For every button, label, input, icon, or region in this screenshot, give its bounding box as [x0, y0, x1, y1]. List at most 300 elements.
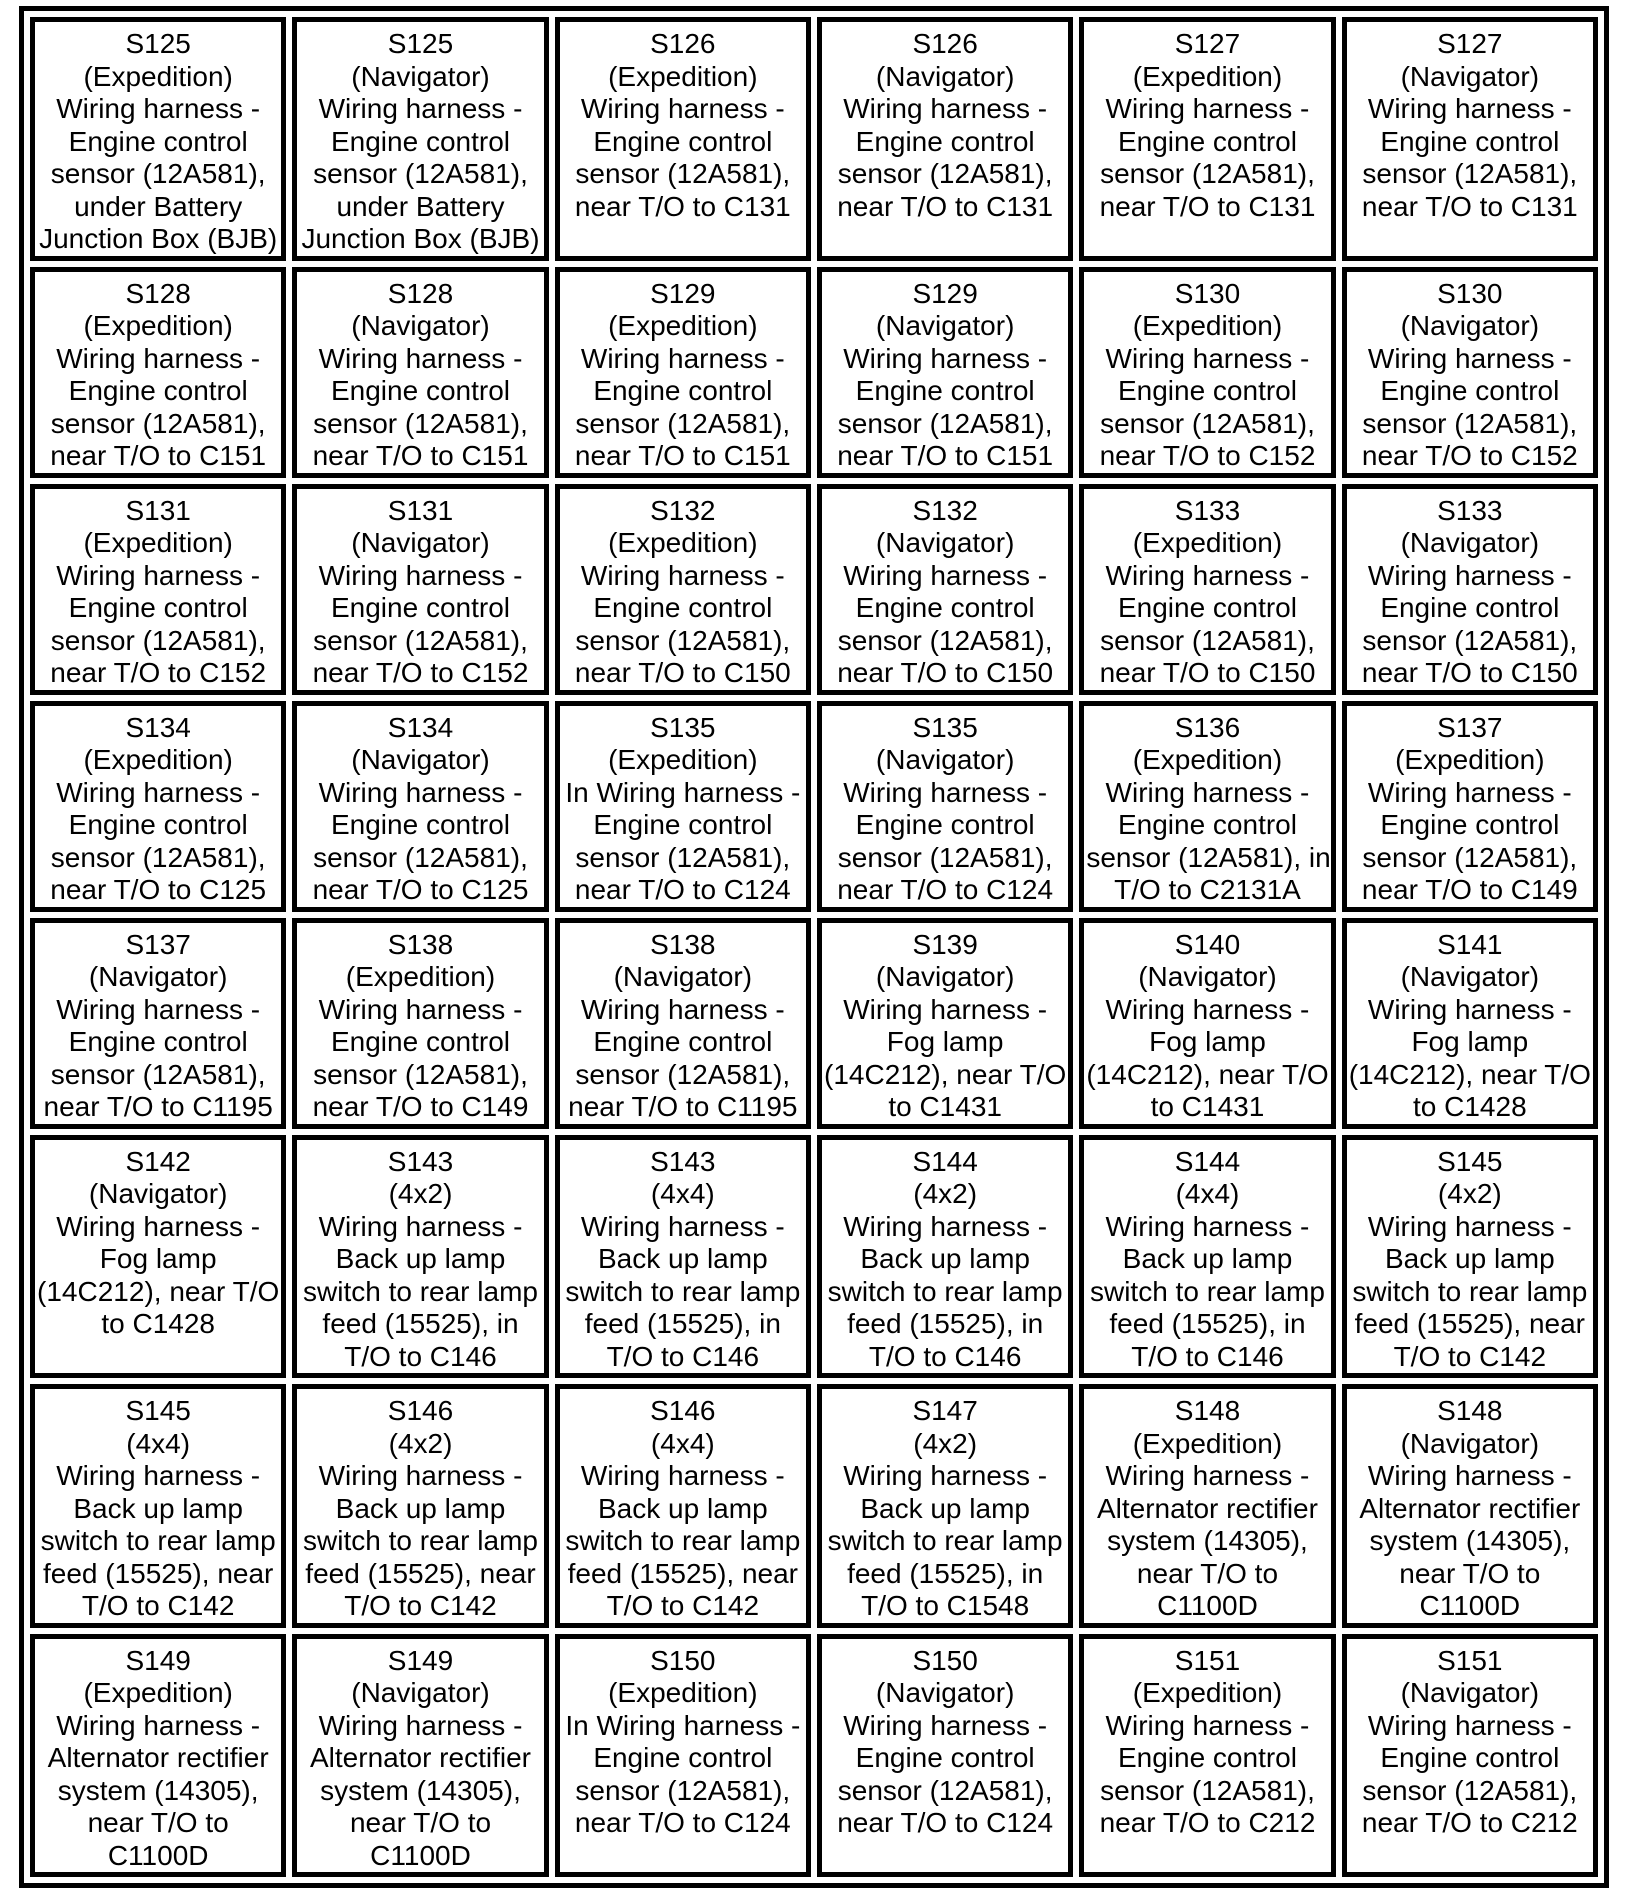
splice-description-line: (Navigator)	[875, 60, 1015, 92]
splice-description-line: switch to rear lamp	[827, 1275, 1063, 1307]
splice-description-line: near T/O to C124	[837, 1807, 1054, 1838]
splice-id: S150	[912, 1644, 978, 1676]
splice-description-line: feed (15525), in	[584, 1308, 781, 1339]
splice-id: S151	[1174, 1644, 1241, 1676]
splice-description-line: near T/O to C131	[1361, 190, 1578, 222]
splice-description-line: T/O to C142	[606, 1590, 760, 1621]
splice-cell	[817, 267, 1073, 478]
splice-description-line: Back up lamp	[860, 1492, 1030, 1524]
splice-description-line: Wiring harness -	[318, 93, 523, 124]
splice-description-line: Wiring harness -	[56, 1210, 261, 1242]
splice-description-line: switch to rear lamp	[303, 1525, 538, 1556]
splice-description-line: Engine control	[68, 1026, 248, 1057]
splice-id: S130	[1174, 277, 1241, 309]
splice-description-line: near T/O to C151	[837, 440, 1054, 471]
splice-description-line: Wiring harness -	[1105, 776, 1310, 808]
splice-description-line: (4x4)	[126, 1427, 191, 1459]
splice-description-line: Back up lamp	[335, 1492, 506, 1524]
splice-description-line: sensor (12A581),	[575, 407, 791, 439]
splice-description-line: sensor (12A581),	[50, 841, 266, 873]
splice-description-line: Wiring harness -	[1105, 993, 1310, 1025]
splice-cell	[292, 484, 548, 695]
splice-id: S146	[650, 1395, 716, 1426]
splice-description-line: Wiring harness -	[318, 993, 523, 1025]
splice-cell	[1342, 701, 1598, 912]
splice-description-line: (4x4)	[650, 1427, 715, 1459]
splice-description-line: (Expedition)	[1395, 744, 1545, 775]
splice-description-line: Back up lamp	[598, 1492, 768, 1524]
splice-description-line: Engine control	[1380, 375, 1560, 406]
splice-cell	[292, 1384, 548, 1628]
splice-id: S135	[650, 711, 716, 743]
splice-description-line: Back up lamp	[335, 1243, 506, 1274]
splice-description-line: (14C212), near T/O	[1086, 1058, 1329, 1090]
splice-description-line: (Navigator)	[613, 961, 753, 992]
splice-cell	[555, 1384, 811, 1628]
splice-description-line: C1100D	[370, 1839, 471, 1871]
splice-id: S133	[1437, 494, 1503, 526]
splice-description-line: Engine control	[1117, 809, 1297, 840]
splice-cell	[555, 1634, 811, 1878]
splice-description-line: Engine control	[68, 125, 248, 157]
splice-description-line: sensor (12A581),	[575, 1058, 791, 1090]
splice-description-line: sensor (12A581),	[1362, 1774, 1578, 1806]
splice-id: S148	[1174, 1395, 1241, 1426]
splice-description-line: (Navigator)	[1400, 310, 1540, 341]
splice-description-line: switch to rear lamp	[565, 1275, 801, 1307]
splice-cell	[555, 918, 811, 1129]
splice-cell	[817, 17, 1073, 261]
splice-description-line: Engine control	[68, 375, 248, 406]
splice-id: S134	[387, 711, 454, 743]
splice-cell	[817, 1634, 1073, 1878]
splice-description-line: (Expedition)	[83, 1677, 233, 1708]
splice-description-line: Wiring harness -	[318, 776, 523, 808]
splice-description-line: Wiring harness -	[318, 1709, 523, 1741]
splice-description-line: (4x2)	[388, 1427, 453, 1459]
splice-description-line: Engine control	[1380, 809, 1560, 840]
splice-cell	[30, 918, 286, 1129]
splice-description-line: Wiring harness -	[843, 1210, 1048, 1242]
splice-description-line: sensor (12A581),	[837, 158, 1053, 189]
splice-id: S131	[125, 494, 191, 526]
splice-description-line: Wiring harness -	[580, 559, 785, 591]
splice-id: S142	[125, 1145, 191, 1177]
splice-description-line: sensor (12A581),	[1100, 1774, 1315, 1806]
splice-id: S125	[125, 28, 191, 59]
splice-description-line: Engine control	[330, 375, 510, 406]
splice-id: S137	[125, 928, 191, 960]
splice-description-line: In Wiring harness -	[565, 776, 801, 808]
splice-id: S129	[650, 277, 716, 309]
splice-description-line: T/O to C142	[1393, 1340, 1547, 1372]
splice-cell	[1079, 1634, 1335, 1878]
splice-description-line: Wiring harness -	[1367, 342, 1572, 374]
splice-description-line: Wiring harness -	[318, 1210, 523, 1242]
splice-description-line: (Expedition)	[1132, 1677, 1283, 1708]
splice-description-line: Back up lamp	[860, 1243, 1030, 1274]
splice-description-line: (Navigator)	[875, 310, 1015, 341]
splice-description-line: Engine control	[1117, 125, 1297, 157]
splice-description-line: Wiring harness -	[843, 342, 1048, 374]
splice-cell	[1342, 484, 1598, 695]
splice-description-line: (Navigator)	[1400, 1677, 1540, 1708]
splice-description-line: Alternator rectifier	[1359, 1492, 1581, 1524]
splice-description-line: feed (15525), near	[305, 1557, 536, 1589]
splice-cell	[555, 701, 811, 912]
splice-id: S149	[387, 1644, 454, 1676]
splice-id: S144	[1174, 1145, 1241, 1177]
splice-description-line: (Navigator)	[875, 744, 1015, 775]
splice-description-line: sensor (12A581),	[575, 624, 791, 656]
splice-description-line: near T/O to C151	[312, 440, 529, 471]
splice-description-line: near T/O to C131	[1099, 190, 1316, 222]
splice-description-line: (Navigator)	[351, 744, 490, 775]
splice-description-line: T/O to C142	[344, 1590, 497, 1621]
splice-description-line: switch to rear lamp	[303, 1275, 538, 1307]
splice-description-line: T/O to C146	[1131, 1340, 1284, 1372]
splice-description-line: Engine control	[593, 809, 773, 840]
splice-description-line: near T/O to C151	[574, 440, 791, 471]
splice-description-line: Wiring harness -	[1367, 93, 1572, 124]
splice-description-line: (4x4)	[650, 1178, 715, 1209]
splice-description-line: (Expedition)	[345, 961, 496, 992]
splice-description-line: (Expedition)	[608, 527, 758, 558]
splice-description-line: Engine control	[68, 592, 248, 623]
splice-id: S128	[387, 277, 454, 309]
splice-description-line: sensor (12A581),	[50, 158, 266, 189]
splice-cell	[30, 1384, 286, 1628]
splice-description-line: Wiring harness -	[580, 342, 785, 374]
splice-description-line: Engine control	[593, 1026, 773, 1057]
table-row	[30, 918, 1598, 1129]
splice-id: S131	[387, 494, 454, 526]
splice-description-line: (Navigator)	[1138, 961, 1277, 992]
splice-description-line: feed (15525), near	[567, 1557, 799, 1589]
splice-description-line: near T/O to C150	[574, 657, 791, 688]
splice-location-table	[19, 6, 1609, 1888]
splice-description-line: Engine control	[855, 592, 1035, 623]
splice-description-line: feed (15525), in	[1109, 1308, 1306, 1339]
splice-id: S126	[912, 28, 978, 59]
splice-description-line: Engine control	[330, 592, 510, 623]
splice-cell	[292, 1634, 548, 1878]
splice-description-line: sensor (12A581),	[313, 407, 528, 439]
table-row	[30, 1634, 1598, 1878]
splice-description-line: (Expedition)	[608, 310, 758, 341]
splice-description-line: sensor (12A581),	[1100, 158, 1315, 189]
splice-description-line: sensor (12A581),	[837, 407, 1053, 439]
splice-description-line: Back up lamp	[598, 1243, 768, 1274]
splice-description-line: Back up lamp	[73, 1492, 243, 1524]
splice-cell	[1079, 484, 1335, 695]
splice-description-line: (Expedition)	[83, 527, 233, 558]
splice-description-line: near T/O to	[349, 1807, 492, 1838]
splice-description-line: Engine control	[593, 592, 773, 623]
splice-description-line: feed (15525), in	[322, 1308, 519, 1339]
splice-description-line: sensor (12A581),	[837, 624, 1053, 656]
splice-description-line: (Navigator)	[88, 1178, 228, 1209]
splice-description-line: to C1431	[888, 1091, 1002, 1122]
splice-cell	[292, 267, 548, 478]
splice-description-line: C1100D	[1157, 1590, 1258, 1621]
splice-cell	[817, 701, 1073, 912]
splice-description-line: Junction Box (BJB)	[301, 223, 540, 254]
table-row	[30, 17, 1598, 261]
splice-description-line: Engine control	[330, 125, 510, 157]
splice-description-line: (4x2)	[913, 1427, 978, 1459]
splice-cell	[1342, 918, 1598, 1129]
splice-description-line: Wiring harness -	[843, 93, 1048, 124]
splice-description-line: (Navigator)	[351, 1677, 490, 1708]
splice-description-line: Engine control	[855, 1742, 1035, 1773]
splice-description-line: sensor (12A581),	[313, 158, 528, 189]
splice-description-line: Engine control	[855, 809, 1035, 840]
table-body	[30, 17, 1598, 1877]
splice-cell	[30, 17, 286, 261]
splice-description-line: near T/O to C212	[1099, 1807, 1316, 1838]
splice-cell	[1079, 17, 1335, 261]
splice-description-line: Wiring harness -	[843, 559, 1048, 591]
splice-description-line: (Expedition)	[608, 1677, 758, 1708]
splice-description-line: system (14305),	[320, 1774, 521, 1806]
splice-description-line: Wiring harness -	[1105, 93, 1310, 124]
splice-description-line: (Navigator)	[351, 310, 490, 341]
splice-description-line: (Navigator)	[351, 527, 490, 558]
splice-id: S135	[912, 711, 978, 743]
splice-description-line: (Navigator)	[1400, 1427, 1540, 1459]
splice-id: S136	[1174, 711, 1241, 743]
splice-description-line: Wiring harness -	[580, 1210, 785, 1242]
splice-description-line: Wiring harness -	[56, 93, 261, 124]
splice-description-line: Wiring harness -	[1367, 993, 1572, 1025]
splice-description-line: Engine control	[593, 125, 773, 157]
splice-description-line: (Navigator)	[1400, 961, 1540, 992]
splice-cell	[1342, 1384, 1598, 1628]
splice-description-line: system (14305),	[57, 1774, 259, 1806]
splice-id: S143	[650, 1145, 716, 1177]
splice-description-line: near T/O to C152	[1361, 440, 1578, 471]
splice-description-line: C1100D	[1419, 1590, 1521, 1621]
splice-description-line: (Expedition)	[1132, 310, 1283, 341]
splice-description-line: Wiring harness -	[1367, 1210, 1572, 1242]
splice-description-line: sensor (12A581),	[837, 1774, 1053, 1806]
splice-id: S139	[912, 928, 978, 960]
splice-description-line: near T/O to	[1399, 1557, 1541, 1589]
splice-cell	[1079, 267, 1335, 478]
splice-id: S134	[125, 711, 191, 743]
splice-id: S140	[1174, 928, 1241, 960]
splice-id: S130	[1437, 277, 1503, 309]
splice-description-line: (Expedition)	[1132, 527, 1283, 558]
splice-description-line: sensor (12A581),	[50, 1058, 266, 1090]
splice-description-line: near T/O to C131	[574, 190, 791, 222]
splice-description-line: (Expedition)	[83, 60, 233, 92]
splice-cell	[292, 701, 548, 912]
table-row	[30, 484, 1598, 695]
splice-description-line: Wiring harness -	[56, 342, 261, 374]
splice-description-line: Wiring harness -	[843, 1460, 1048, 1491]
splice-id: S132	[912, 494, 978, 526]
splice-id: S150	[650, 1644, 716, 1676]
splice-description-line: Wiring harness -	[843, 1709, 1048, 1741]
splice-description-line: Wiring harness -	[1105, 559, 1310, 591]
splice-description-line: near T/O to C124	[574, 1807, 791, 1838]
splice-description-line: feed (15525), in	[847, 1557, 1044, 1589]
splice-description-line: Junction Box (BJB)	[39, 223, 278, 254]
splice-description-line: Back up lamp	[1122, 1243, 1293, 1274]
splice-description-line: (Navigator)	[875, 961, 1015, 992]
splice-description-line: sensor (12A581),	[313, 1058, 528, 1090]
splice-description-line: switch to rear lamp	[565, 1525, 801, 1556]
splice-description-line: to C1428	[101, 1308, 215, 1339]
splice-description-line: near T/O to C151	[50, 440, 267, 471]
splice-cell	[817, 1384, 1073, 1628]
splice-description-line: sensor (12A581),	[837, 841, 1053, 873]
splice-description-line: Wiring harness -	[580, 993, 785, 1025]
table-row	[30, 267, 1598, 478]
splice-id: S138	[650, 928, 716, 960]
splice-description-line: (Expedition)	[608, 60, 758, 92]
splice-description-line: feed (15525), in	[847, 1308, 1044, 1339]
splice-description-line: Fog lamp	[1149, 1026, 1266, 1057]
splice-description-line: Wiring harness -	[1367, 559, 1572, 591]
splice-description-line: Wiring harness -	[318, 559, 523, 591]
splice-description-line: near T/O to C131	[837, 190, 1054, 222]
splice-description-line: (4x4)	[1175, 1178, 1240, 1209]
splice-id: S146	[387, 1395, 454, 1426]
splice-description-line: (Navigator)	[88, 961, 228, 992]
splice-cell	[292, 1135, 548, 1379]
splice-description-line: near T/O to C1195	[43, 1091, 273, 1122]
splice-description-line: Engine control	[593, 1742, 773, 1773]
splice-id: S141	[1437, 928, 1503, 960]
splice-id: S133	[1174, 494, 1241, 526]
splice-id: S137	[1437, 711, 1503, 743]
splice-description-line: Wiring harness -	[56, 559, 261, 591]
splice-description-line: sensor (12A581), in	[1086, 841, 1331, 873]
splice-description-line: switch to rear lamp	[40, 1525, 276, 1556]
splice-description-line: Fog lamp	[99, 1243, 217, 1274]
splice-id: S125	[387, 28, 454, 59]
splice-description-line: Fog lamp	[1411, 1026, 1529, 1057]
splice-description-line: under Battery	[336, 190, 505, 222]
splice-description-line: (Navigator)	[875, 527, 1015, 558]
splice-description-line: (Navigator)	[351, 60, 490, 92]
splice-cell	[30, 267, 286, 478]
splice-cell	[1342, 1634, 1598, 1878]
splice-description-line: T/O to C142	[81, 1590, 235, 1621]
splice-description-line: (Expedition)	[1132, 60, 1283, 92]
splice-description-line: Back up lamp	[1385, 1243, 1555, 1274]
splice-description-line: Wiring harness -	[1367, 1460, 1572, 1491]
splice-id: S151	[1437, 1644, 1503, 1676]
splice-description-line: Wiring harness -	[318, 1460, 523, 1491]
splice-description-line: sensor (12A581),	[1362, 407, 1578, 439]
splice-description-line: sensor (12A581),	[313, 841, 528, 873]
splice-cell	[817, 918, 1073, 1129]
splice-description-line: (Expedition)	[1132, 744, 1283, 775]
splice-description-line: (14C212), near T/O	[1348, 1058, 1591, 1090]
splice-cell	[1342, 17, 1598, 261]
splice-description-line: Fog lamp	[886, 1026, 1004, 1057]
splice-description-line: (4x2)	[1437, 1178, 1502, 1209]
splice-id: S145	[125, 1395, 191, 1426]
splice-id: S144	[912, 1145, 978, 1177]
splice-description-line: (Navigator)	[1400, 527, 1540, 558]
splice-description-line: sensor (12A581),	[575, 841, 791, 873]
splice-description-line: T/O to C146	[606, 1340, 760, 1372]
splice-description-line: near T/O to C149	[312, 1091, 529, 1122]
splice-description-line: sensor (12A581),	[1362, 158, 1578, 189]
splice-description-line: switch to rear lamp	[1352, 1275, 1588, 1307]
splice-description-line: under Battery	[74, 190, 243, 222]
splice-description-line: sensor (12A581),	[1100, 407, 1315, 439]
splice-cell	[817, 484, 1073, 695]
splice-description-line: Wiring harness -	[1105, 342, 1310, 374]
splice-id: S128	[125, 277, 191, 309]
splice-description-line: (Expedition)	[1132, 1427, 1283, 1459]
splice-description-line: near T/O to C152	[312, 657, 529, 688]
splice-description-line: Wiring harness -	[843, 776, 1048, 808]
splice-description-line: T/O to C146	[344, 1340, 497, 1372]
splice-description-line: T/O to C1548	[861, 1590, 1030, 1621]
splice-id: S149	[125, 1644, 191, 1676]
splice-description-line: switch to rear lamp	[1089, 1275, 1325, 1307]
splice-description-line: Engine control	[330, 1026, 510, 1057]
splice-description-line: Engine control	[330, 809, 510, 840]
splice-description-line: Wiring harness -	[1367, 1709, 1572, 1741]
splice-description-line: Engine control	[1380, 1742, 1560, 1773]
splice-cell	[1342, 1135, 1598, 1379]
splice-description-line: sensor (12A581),	[50, 624, 266, 656]
splice-description-line: T/O to C2131A	[1114, 874, 1301, 905]
splice-description-line: (Navigator)	[1400, 60, 1540, 92]
splice-description-line: Wiring harness -	[580, 93, 785, 124]
splice-description-line: Engine control	[1117, 592, 1297, 623]
splice-description-line: C1100D	[107, 1839, 209, 1871]
splice-description-line: Wiring harness -	[56, 993, 261, 1025]
splice-description-line: sensor (12A581),	[575, 1774, 791, 1806]
splice-cell	[1079, 1135, 1335, 1379]
splice-description-line: system (14305),	[1107, 1525, 1308, 1556]
splice-description-line: near T/O to C124	[837, 874, 1054, 905]
table-row	[30, 1135, 1598, 1379]
splice-description-line: Engine control	[1380, 125, 1560, 157]
splice-description-line: (4x2)	[913, 1178, 978, 1209]
splice-description-line: near T/O to C212	[1361, 1807, 1578, 1838]
splice-description-line: Alternator rectifier	[1096, 1492, 1318, 1524]
splice-description-line: sensor (12A581),	[50, 407, 266, 439]
splice-description-line: Wiring harness -	[1367, 776, 1572, 808]
splice-description-line: near T/O to C150	[837, 657, 1054, 688]
splice-description-line: Alternator rectifier	[47, 1742, 269, 1773]
splice-description-line: near T/O to C125	[312, 874, 529, 905]
splice-description-line: Wiring harness -	[1105, 1709, 1310, 1741]
splice-id: S127	[1174, 28, 1241, 59]
splice-cell	[555, 484, 811, 695]
splice-id: S132	[650, 494, 716, 526]
splice-description-line: Engine control	[1117, 375, 1297, 406]
splice-description-line: Wiring harness -	[318, 342, 523, 374]
splice-description-line: near T/O to C150	[1361, 657, 1578, 688]
splice-description-line: Engine control	[855, 375, 1035, 406]
splice-description-line: Wiring harness -	[1105, 1460, 1310, 1491]
splice-description-line: (Navigator)	[875, 1677, 1015, 1708]
splice-description-line: sensor (12A581),	[575, 158, 791, 189]
splice-description-line: near T/O to C152	[50, 657, 267, 688]
splice-description-line: Engine control	[855, 125, 1035, 157]
